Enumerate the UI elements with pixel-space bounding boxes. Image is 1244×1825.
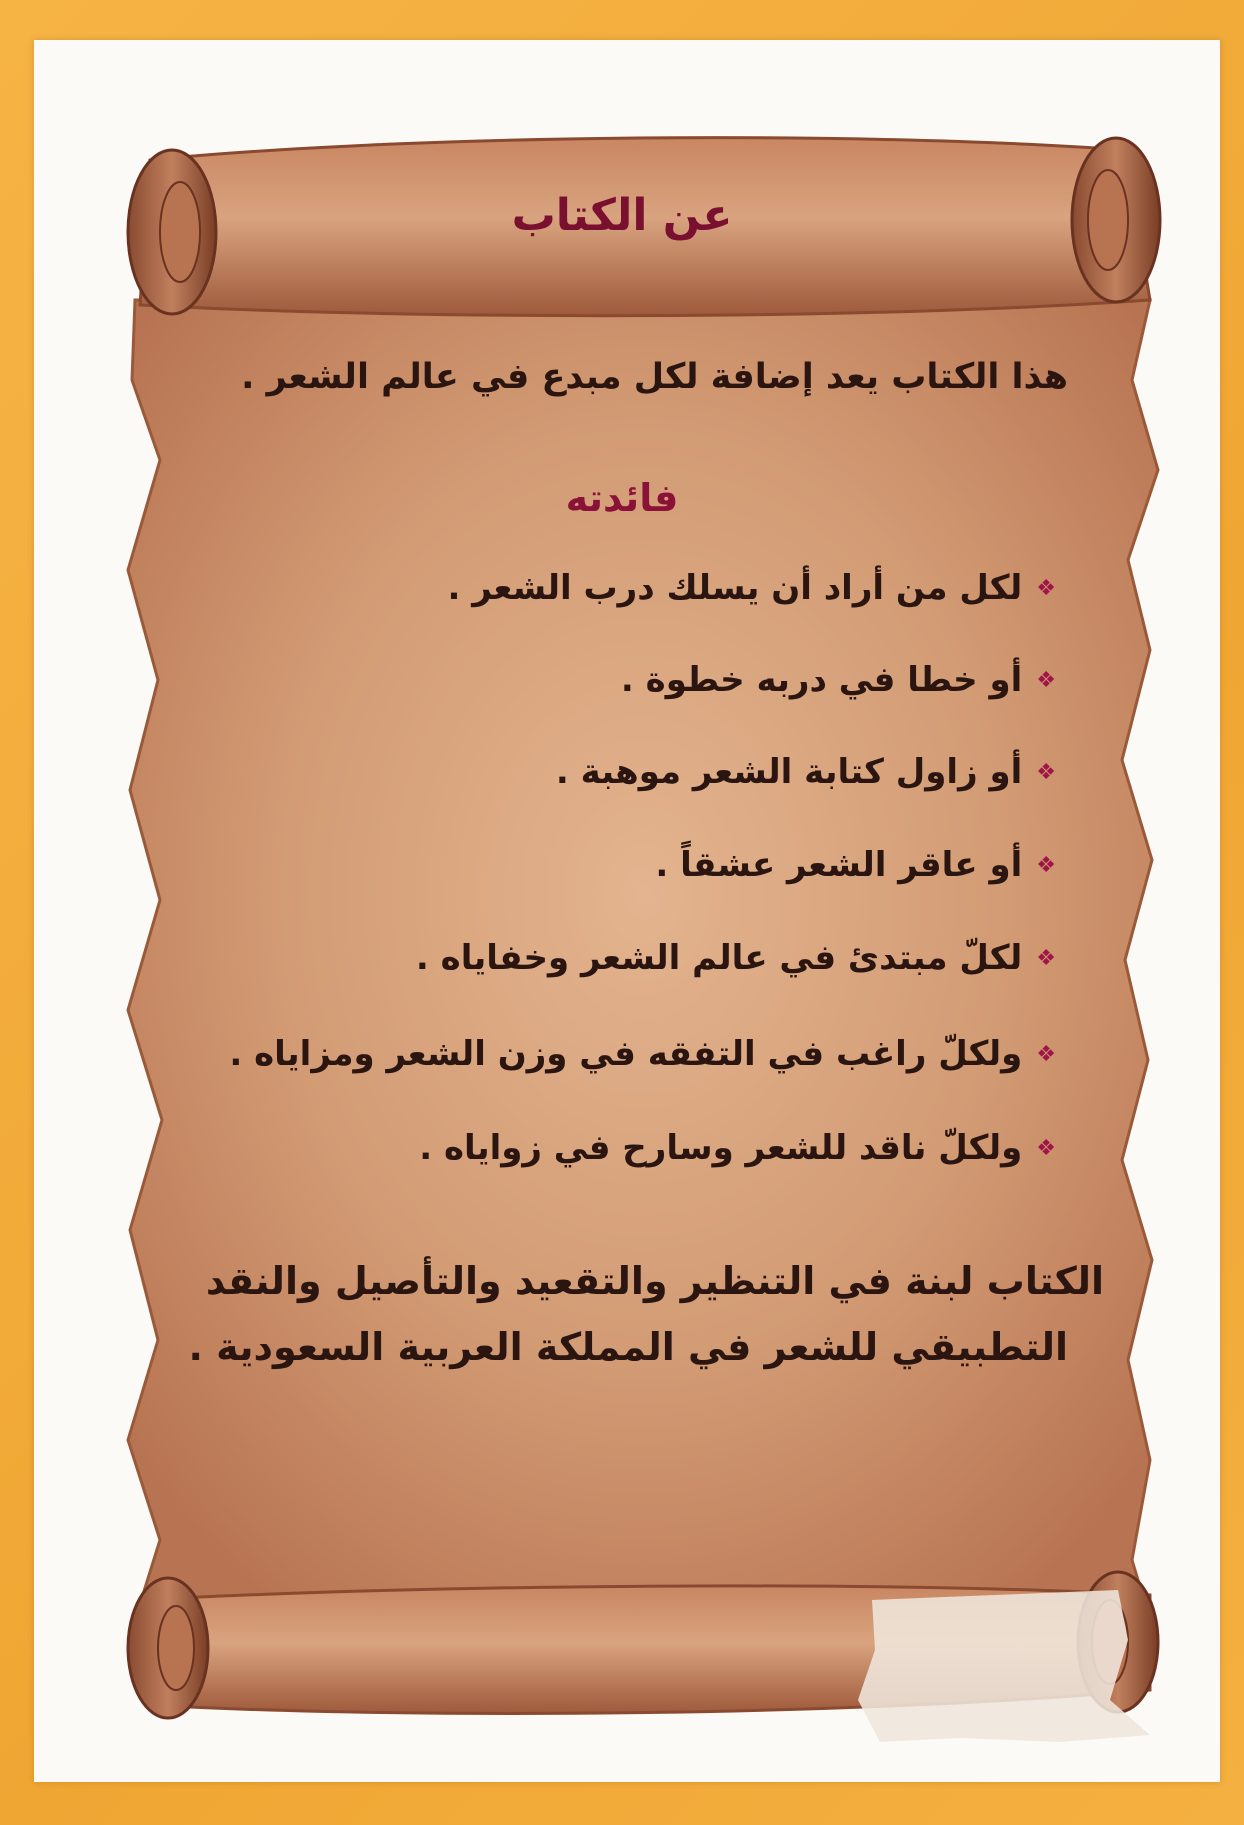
closing-paragraph	[189, 1248, 1104, 1380]
top-left-curl-inner	[160, 182, 200, 282]
diamond-bullet-icon: ❖	[1036, 852, 1056, 878]
diamond-bullet-icon: ❖	[1036, 1041, 1056, 1067]
torn-paper-patch	[858, 1590, 1150, 1742]
benefit-text: لكلّ مبتدئ في عالم الشعر وخفاياه .	[415, 938, 1023, 978]
benefit-item	[229, 1034, 1056, 1074]
diamond-bullet-icon: ❖	[1036, 759, 1056, 785]
bottom-left-curl-inner	[158, 1606, 194, 1690]
benefit-text: ولكلّ راغب في التفقه في وزن الشعر ومزاياه .	[229, 1034, 1023, 1074]
closing-line: الكتاب لبنة في التنظير والتقعيد والتأصيل والنقد	[205, 1259, 1104, 1303]
benefit-text: أو خطا في دربه خطوة .	[620, 660, 1023, 700]
benefit-item	[448, 568, 1057, 608]
benefit-text: أو زاول كتابة الشعر موهبة .	[555, 752, 1023, 792]
page-title: عن الكتاب	[511, 190, 733, 241]
benefit-item	[556, 752, 1056, 792]
intro-paragraph: هذا الكتاب يعد إضافة لكل مبدع في عالم الشعر .	[241, 357, 1068, 397]
benefit-item	[416, 938, 1056, 978]
diamond-bullet-icon: ❖	[1036, 667, 1056, 693]
benefit-text: ولكلّ ناقد للشعر وسارح في زواياه .	[419, 1128, 1023, 1168]
benefit-item	[621, 660, 1056, 700]
diamond-bullet-icon: ❖	[1036, 1135, 1056, 1161]
top-right-curl-inner	[1088, 170, 1128, 270]
benefit-item	[419, 1128, 1056, 1168]
diamond-bullet-icon: ❖	[1036, 945, 1056, 971]
benefit-text: لكل من أراد أن يسلك درب الشعر .	[447, 568, 1023, 608]
diamond-bullet-icon: ❖	[1036, 575, 1056, 601]
benefit-text: أو عاقر الشعر عشقاً .	[655, 845, 1023, 885]
closing-line: التطبيقي للشعر في المملكة العربية السعودية .	[188, 1325, 1068, 1369]
benefit-item	[655, 845, 1056, 885]
benefits-heading: فائدته	[565, 476, 679, 520]
